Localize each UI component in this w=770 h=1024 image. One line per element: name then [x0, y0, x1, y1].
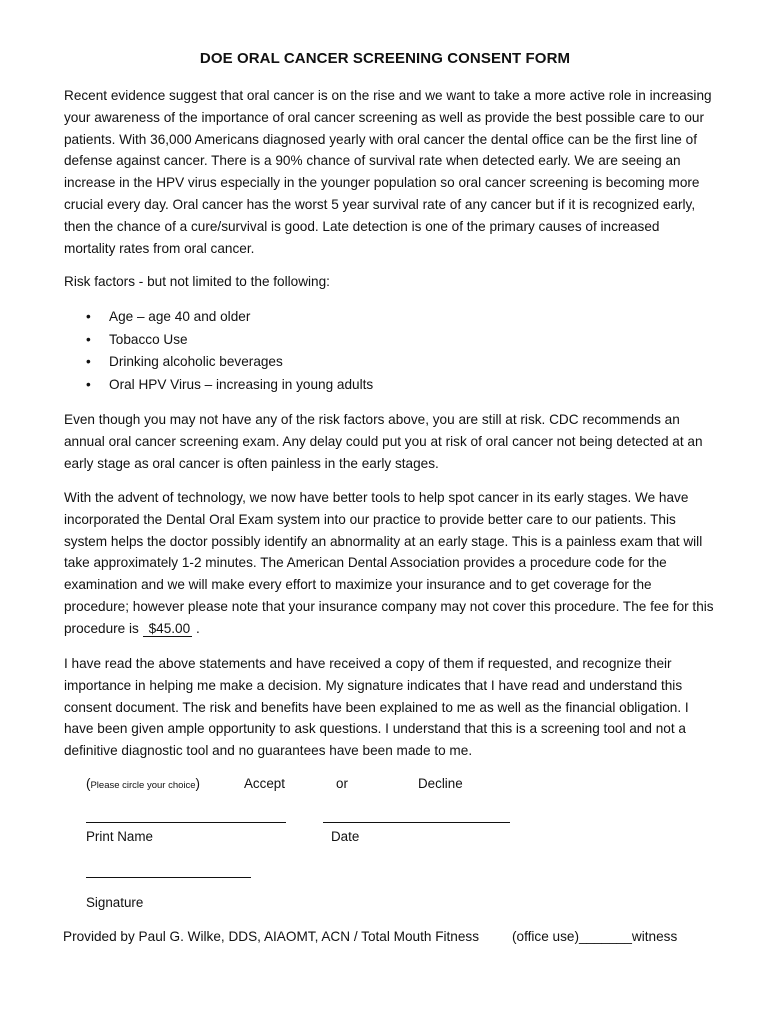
print-name-field[interactable] [86, 822, 286, 823]
choice-instruction: (Please circle your choice) [86, 776, 201, 791]
decline-option[interactable]: Decline [418, 776, 463, 791]
list-item: • Drinking alcoholic beverages [86, 351, 373, 374]
or-label: or [336, 776, 348, 791]
list-item: • Age – age 40 and older [86, 306, 373, 329]
consent-paragraph: I have read the above statements and have received a copy of them if requested, and recognize their importance in helping me make a decision. My signature indicates that I have read and understand this consent document. The risk and benefits have been explained to me as well as the financial obligation. I have been given ample opportunity to ask questions. I understand that this is a screening tool and not a definitive diagnostic tool and no guarantees have been made to me. [64, 656, 689, 759]
signature-label: Signature [86, 895, 144, 910]
accept-option[interactable]: Accept [244, 776, 285, 791]
risk-factors-heading: Risk factors - but not limited to the following: [64, 274, 330, 289]
date-label: Date [331, 829, 360, 844]
print-name-label: Print Name [86, 829, 153, 844]
fee-amount: $45.00 [143, 621, 193, 637]
provider-credit: Provided by Paul G. Wilke, DDS, AIAOMT, ACN / Total Mouth Fitness [63, 929, 480, 944]
list-item: • Tobacco Use [86, 329, 373, 352]
technology-text: With the advent of technology, we now have better tools to help spot cancer in its early stages. We have incorporated the Dental Oral Exam system into our practice to provide better care to our patients. This system helps the doctor possibly identify an abnormality at an early stage. This is a painless exam that will take approximately 1-2 minutes. The American Dental Association provides a procedure code for the examination and we will make every effort to maximize your insurance and to get coverage for the procedure; however please note that your insurance company may not cover this procedure. The fee for this procedure is [64, 490, 714, 636]
risk-note-paragraph: Even though you may not have any of the risk factors above, you are still at risk. CDC recommends an annual oral cancer screening exam. Any delay could put you at risk of oral cancer not being detected at an early stage as oral cancer is often painless in the early stages. [64, 412, 703, 471]
risk-factors-list [86, 306, 373, 396]
office-use-witness: (office use)_______witness [512, 929, 678, 944]
intro-paragraph: Recent evidence suggest that oral cancer is on the rise and we want to take a more active role in increasing your awareness of the importance of oral cancer screening as well as provide the best possible care to our patients. With 36,000 Americans diagnosed yearly with oral cancer the dental office can be the first line of defense against cancer. There is a 90% chance of survival rate when detected early. We are seeing an increase in the HPV virus especially in the younger population so oral cancer screening is becoming more crucial every day. Oral cancer has the worst 5 year survival rate of any cancer but if it is recognized early, then the chance of a cure/survival is good. Late detection is one of the primary causes of increased mortality rates from oral cancer. [64, 88, 712, 256]
choice-hint: Please circle your choice [90, 780, 196, 791]
technology-paragraph: With the advent of technology, we now have better tools to help spot cancer in its early stages. We have incorporated the Dental Oral Exam system into our practice to provide better care to our patients. This system helps the doctor possibly identify an abnormality at an early stage. This is a painless exam that will take approximately 1-2 minutes. The American Dental Association provides a procedure code for the examination and we will make every effort to maximize your insurance and to get coverage for the procedure; however please note that your insurance company may not cover this procedure. The fee for this procedure is $45.00 . [64, 490, 714, 636]
form-title: DOE ORAL CANCER SCREENING CONSENT FORM [199, 50, 571, 67]
date-field[interactable] [323, 822, 510, 823]
signature-field[interactable] [86, 877, 251, 878]
list-item: • Oral HPV Virus – increasing in young adults [86, 374, 373, 397]
